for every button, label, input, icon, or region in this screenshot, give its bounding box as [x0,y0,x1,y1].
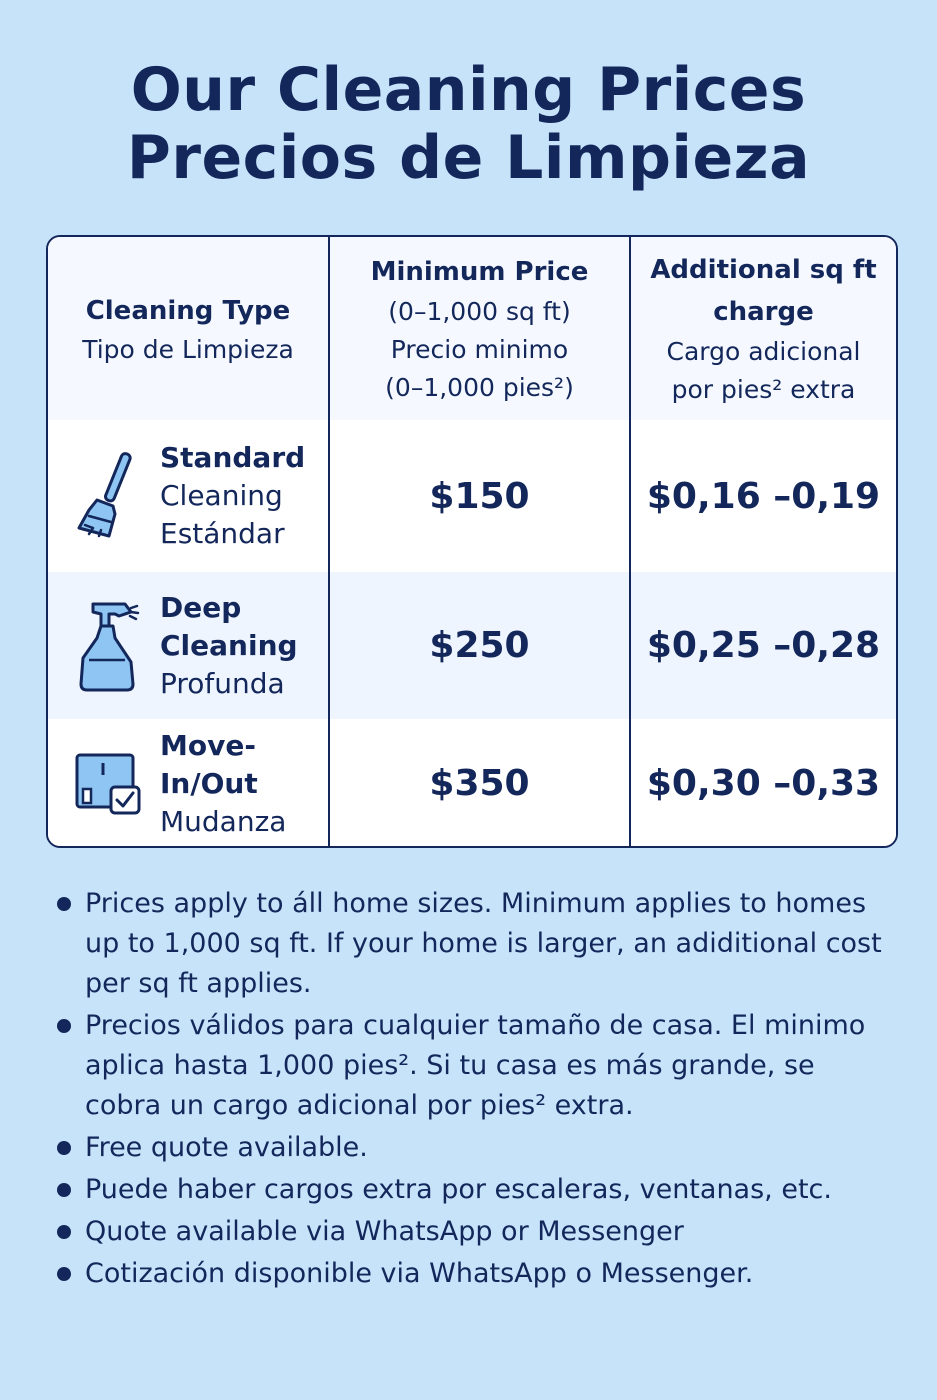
page-title [0,56,937,192]
broom-icon [72,448,144,544]
bullet-icon [57,1267,71,1281]
list-item [54,1212,894,1252]
cleaning-type-cell [48,572,330,719]
table-row [48,420,896,574]
note-text: Prices apply to áll home sizes. Minimum applies to homes up to 1,000 sq ft. If your home is larger, an adiditional cost per sq ft applies. [85,888,882,999]
minimum-price: $150 [429,475,530,517]
header-min-es-range: (0–1,000 pies²) [385,372,574,402]
type-name-en-1: Move-In/Out [160,728,258,800]
header-add-es-1: Cargo adicional [666,336,861,366]
header-type-es: Tipo de Limpieza [82,334,294,364]
type-name-en-2: Cleaning [160,479,283,512]
note-text: Puede haber cargos extra por escaleras, ventanas, etc. [85,1174,832,1205]
additional-charge: $0,30 –0,33 [646,763,881,804]
title-english: Our Cleaning Prices [130,55,807,125]
bullet-icon [57,1183,71,1197]
bullet-icon [57,1019,71,1033]
minimum-price: $250 [429,625,530,666]
minimum-price-cell [330,420,631,572]
list-item [54,884,894,1004]
header-min-es: Precio minimo [390,334,569,364]
header-cleaning-type [48,237,330,420]
list-item [54,1006,894,1126]
door-checklist-icon [72,736,144,832]
list-item [54,1128,894,1168]
additional-charge-cell [631,420,896,572]
list-item [54,1170,894,1210]
type-name-en-1: Deep [160,590,242,624]
cleaning-type-cell [48,420,330,572]
header-min-en: Minimum Price [370,256,589,287]
additional-charge-cell [631,719,896,848]
title-spanish: Precios de Limpieza [126,123,811,193]
cleaning-type-cell [48,719,330,848]
bullet-icon [57,1225,71,1239]
header-min-en-range: (0–1,000 sq ft) [388,296,571,326]
table-header-row [48,237,896,422]
header-add-en-1: Additional sq ft [650,254,877,285]
type-name-es: Mudanza [160,804,287,838]
note-text: Free quote available. [85,1132,368,1163]
list-item [54,1254,894,1294]
header-additional-charge [631,237,896,420]
note-text: Cotización disponible via WhatsApp o Messenger. [85,1258,754,1289]
header-type-en: Cleaning Type [85,295,291,326]
bullet-icon [57,897,71,911]
additional-charge: $0,25 –0,28 [646,625,881,666]
header-add-en-2: charge [713,296,814,327]
additional-charge: $0,16 –0,19 [646,475,881,517]
minimum-price-cell [330,719,631,848]
note-text: Precios válidos para cualquier tamaño de casa. El minimo aplica hasta 1,000 pies². Si tu casa es más grande, se cobra un cargo adicional por pies² extra. [85,1010,866,1121]
table-row [48,719,896,848]
type-name-es: Profunda [160,666,285,700]
minimum-price-cell [330,572,631,719]
note-text: Quote available via WhatsApp or Messenger [85,1216,684,1247]
type-name-en-1: Standard [160,441,306,474]
type-name-en-2: Cleaning [160,628,298,662]
bullet-icon [57,1141,71,1155]
minimum-price: $350 [429,763,530,804]
additional-charge-cell [631,572,896,719]
notes-list [54,884,894,1296]
header-add-es-2: por pies² extra [671,374,856,404]
spray-bottle-icon [72,598,144,694]
type-name-es: Estándar [160,517,285,550]
price-table [46,235,898,848]
table-row [48,572,896,721]
header-minimum-price [330,237,631,420]
